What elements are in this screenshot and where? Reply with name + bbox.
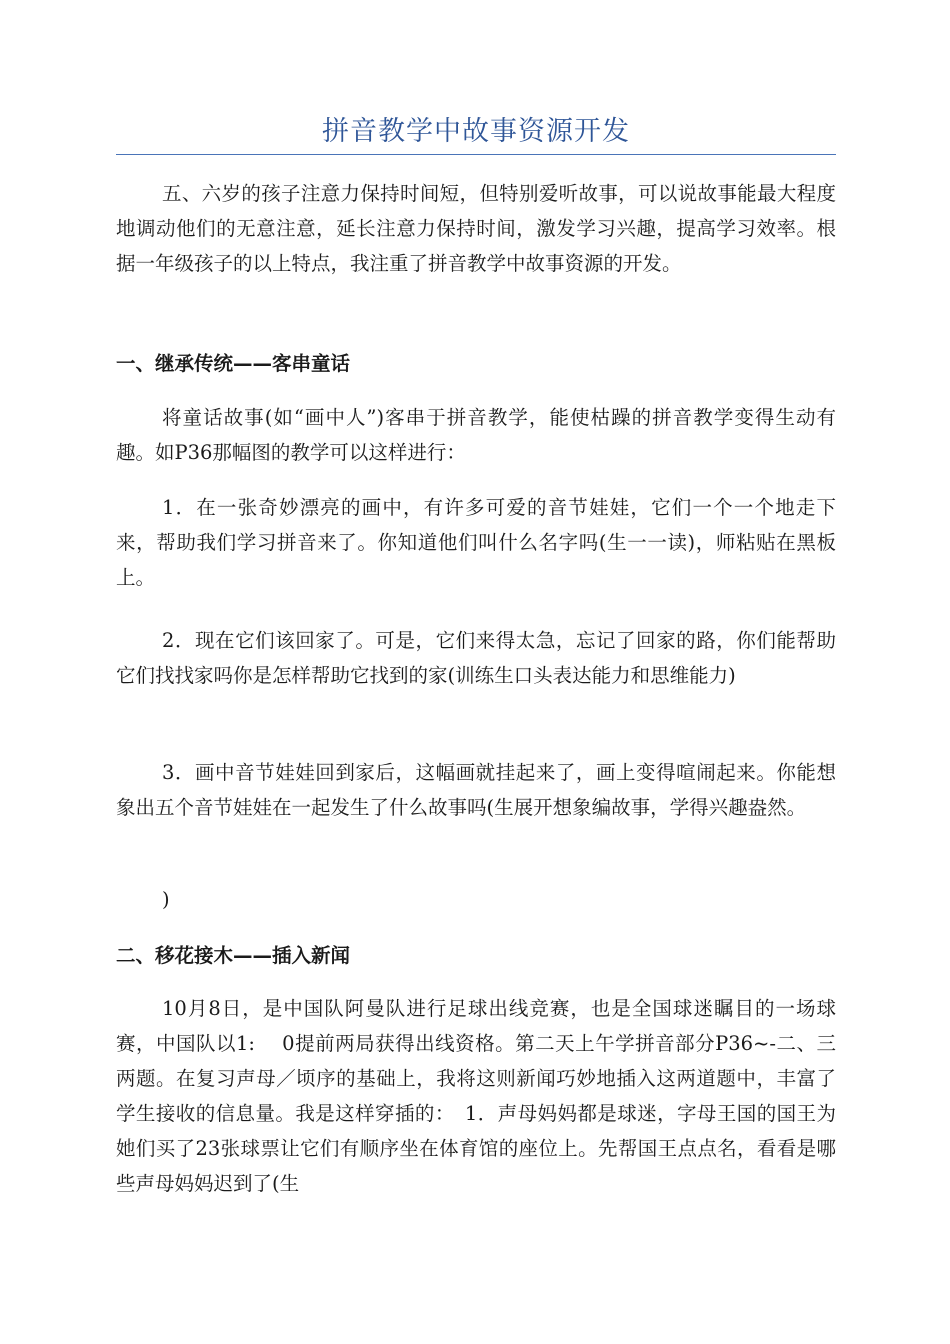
section2-paragraph-1: 10月8日，是中国队阿曼队进行足球出线竞赛，也是全国球迷瞩目的一场球赛，中国队以1: 0提前两局获得出线资格。第二天上午学拼音部分P36~-二、三两题。在复习声母／顷序的基础上，我将这则新闻巧妙地插入这两道题中，丰富了学生接收的信息量。我是这样穿插的： 1．声母妈妈都是球迷，字母王国的国王为她们买了23张球票让它们有顺序坐在体育馆的座位上。先帮国王点点名，看看是哪些声母妈妈迟到了(生 [116, 997, 836, 1195]
document-title: 拼音教学中故事资源开发 [322, 116, 630, 147]
section1-paragraph-3: 2．现在它们该回家了。可是，它们来得太急，忘记了回家的路，你们能帮助它们找找家吗你是怎样帮助它找到的家(训练生口头表达能力和思维能力) [116, 629, 836, 687]
section1-paragraph-4: 3．画中音节娃娃回到家后，这幅画就挂起来了，画上变得喧闹起来。你能想象出五个音节娃娃在一起发生了什么故事吗(生展开想象编故事，学得兴趣盎然。 [116, 761, 836, 819]
section1-paragraph-2: 1．在一张奇妙漂亮的画中，有许多可爱的音节娃娃，它们一个一个地走下来，帮助我们学习拼音来了。你知道他们叫什么名字吗(生一一读)，师粘贴在黑板上。 [116, 496, 836, 589]
section-heading-1: 一、继承传统——客串童话 [116, 352, 351, 375]
section-heading-2: 二、移花接木——插入新闻 [116, 944, 351, 967]
title-underline [116, 154, 836, 155]
section1-paragraph-5: ) [162, 888, 170, 911]
section1-paragraph-1: 将童话故事(如“画中人”)客串于拼音教学，能使枯躁的拼音教学变得生动有趣。如P36那幅图的教学可以这样进行： [116, 406, 836, 464]
intro-paragraph: 五、六岁的孩子注意力保持时间短，但特别爱听故事，可以说故事能最大程度地调动他们的无意注意，延长注意力保持时间，激发学习兴趣，提高学习效率。根据一年级孩子的以上特点，我注重了拼音教学中故事资源的开发。 [116, 182, 836, 275]
